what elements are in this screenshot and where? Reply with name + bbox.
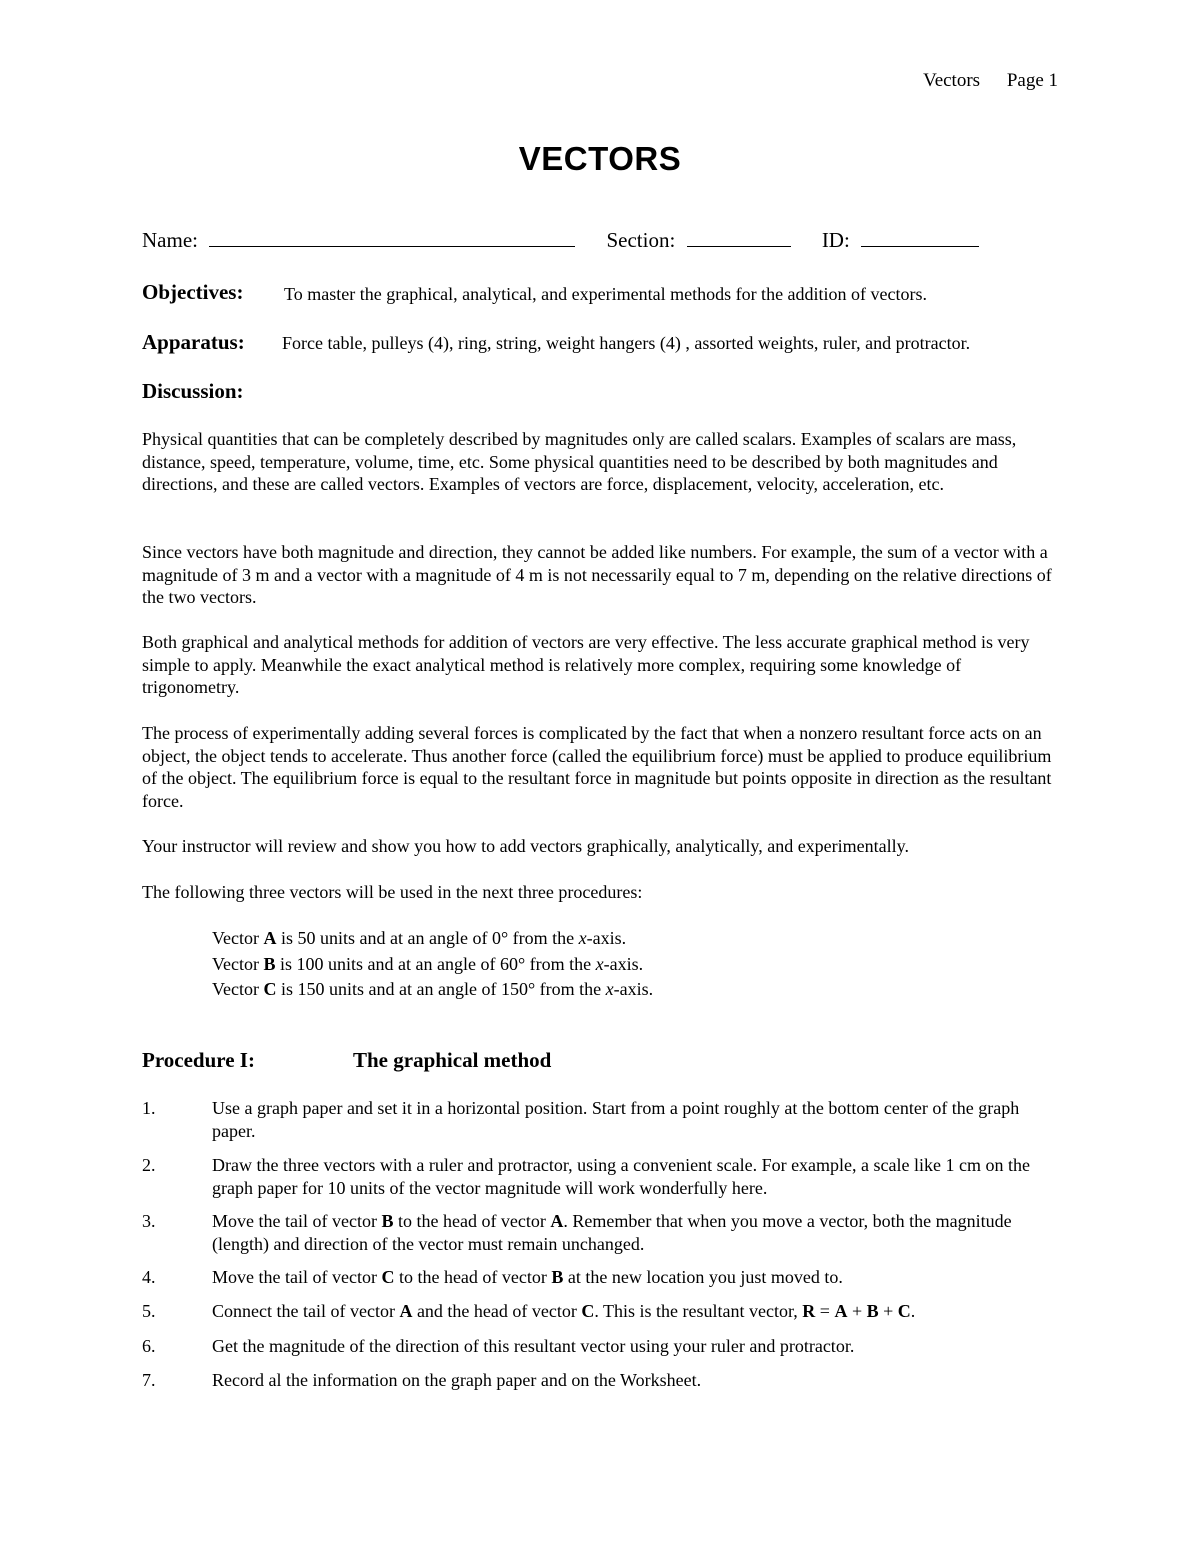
step-number: 2. (142, 1155, 156, 1175)
discussion-paragraph: Your instructor will review and show you how to add vectors graphically, analytically, and experimentally. (142, 836, 909, 856)
vector-name: A (263, 928, 277, 948)
step-number: 5. (142, 1301, 156, 1321)
vector-item: Vector C is 150 units and at an angle of 150° from the x-axis. (212, 979, 654, 999)
step-number: 7. (142, 1370, 156, 1390)
name-field[interactable] (209, 228, 575, 247)
student-info-form (142, 228, 979, 253)
header-doc-name: Vectors (923, 70, 981, 91)
discussion-paragraph: Since vectors have both magnitude and direction, they cannot be added like numbers. For example, the sum of a vector with a magnitude of 3 m and a vector with a magnitude of 4 m is not necessarily equal to 7 m, depending on the relative directions of the two vectors. (142, 542, 1052, 607)
section-label: Section: (606, 228, 676, 252)
vector-item: Vector B is 100 units and at an angle of 60° from the x-axis. (212, 953, 644, 974)
objectives-text: To master the graphical, analytical, and experimental methods for the addition of vectors. (284, 284, 928, 304)
discussion-paragraph: Physical quantities that can be completely described by magnitudes only are called scalars. Examples of scalars are mass, distance, speed, temperature, volume, time, etc. Some physical quantities need to be described by both magnitudes and directions, and these are called vectors. Examples of vectors are force, displacement, velocity, acceleration, etc. (142, 429, 1017, 494)
objectives-label-wrap (142, 280, 243, 305)
step-number: 1. (142, 1098, 156, 1118)
discussion-paragraph: Both graphical and analytical methods for addition of vectors are very effective. The less accurate graphical method is very simple to apply. Meanwhile the exact analytical method is relatively more complex, requiring some knowledge of trigonometry. (142, 632, 1030, 697)
header-page-number: Page 1 (1006, 70, 1058, 91)
apparatus-text: Force table, pulleys (4), ring, string, weight hangers (4) , assorted weights, ruler, and protractor. (282, 333, 971, 353)
id-field[interactable] (861, 228, 979, 247)
objectives-label: Objectives: (142, 280, 244, 304)
procedure-title: The graphical method (353, 1048, 552, 1072)
discussion-paragraph: The process of experimentally adding several forces is complicated by the fact that when a nonzero resultant force acts on an object, the object tends to accelerate. Thus another force (called the equilibrium force) must be applied to produce equilibrium of the object. The equilibrium force is equal to the resultant force in magnitude but points opposite in direction as the resultant force. (142, 723, 1052, 811)
page-title: VECTORS (518, 140, 682, 177)
discussion-heading: Discussion: (142, 379, 244, 403)
page-header (923, 70, 1058, 92)
step-number: 6. (142, 1336, 156, 1356)
step-text: Move the tail of vector C to the head of vector B at the new location you just moved to. (212, 1267, 843, 1287)
vector-name: B (263, 953, 276, 974)
apparatus-label: Apparatus: (142, 330, 245, 354)
vector-item: Vector A is 50 units and at an angle of 0° from the x-axis. (212, 928, 627, 948)
section-field[interactable] (687, 228, 791, 247)
step-text: Draw the three vectors with a ruler and protractor, using a convenient scale. For example, a scale like 1 cm on the graph paper for 10 units of the vector magnitude will work wonderfully here. (212, 1155, 1030, 1198)
step-number: 4. (142, 1267, 156, 1287)
step-text: Record al the information on the graph paper and on the Worksheet. (212, 1370, 702, 1390)
step-text: Move the tail of vector B to the head of vector A. Remember that when you move a vector, both the magnitude (length) and direction of the vector must remain unchanged. (212, 1211, 1012, 1254)
procedure-label: Procedure I: (142, 1048, 255, 1072)
id-label: ID: (821, 228, 850, 252)
apparatus-label-wrap (142, 330, 245, 355)
step-text: Use a graph paper and set it in a horizontal position. Start from a point roughly at the bottom center of the graph paper. (212, 1098, 1020, 1141)
discussion-paragraph: The following three vectors will be used in the next three procedures: (142, 882, 643, 902)
vector-name: C (263, 979, 277, 999)
step-text: Connect the tail of vector A and the head of vector C. This is the resultant vector, R = A + B + C. (212, 1301, 916, 1321)
step-text: Get the magnitude of the direction of this resultant vector using your ruler and protractor. (212, 1336, 855, 1356)
vector-list (212, 926, 653, 1003)
step-number: 3. (142, 1211, 156, 1231)
name-label: Name: (142, 228, 198, 252)
